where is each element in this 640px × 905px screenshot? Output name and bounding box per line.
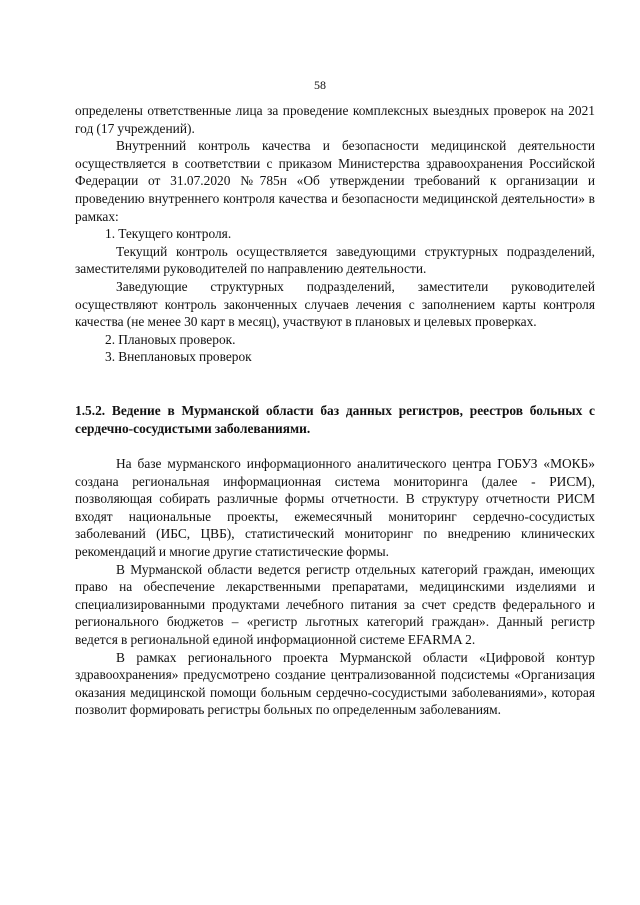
list-item: 1. Текущего контроля. [105,226,232,242]
paragraph: Заведующие структурных подразделений, заместители руководителей осуществляют контроль законченных случаев лечения с заполнением карты контроля качества (не менее 30 карт в месяц), участвуют в плановых и целевых проверках. [75,278,595,330]
section-heading: 1.5.2. Ведение в Мурманской области баз данных регистров, реестров больных с сердечно-сосудистыми заболеваниями. [75,403,595,436]
paragraph: Внутренний контроль качества и безопасности медицинской деятельности осуществляется в соответствии с приказом Министерства здравоохранения Российской Федерации от 31.07.2020 №785н «Об утверждении требований к организации и проведению внутреннего контроля качества и безопасности медицинской деятельности» в рамках: [75,138,595,224]
paragraph: В рамках регионального проекта Мурманской области «Цифровой контур здравоохранения» предусмотрено создание централизованной подсистемы «Организация оказания медицинской помощи больным сердечно-сосудистыми заболеваниями», которая позволит формировать регистры больных по определенным заболеваниям. [75,649,595,718]
text-block-bottom [75,455,595,719]
paragraph: определены ответственные лица за проведение комплексных выездных проверок на 2021 год (17 учреждений). [75,103,595,136]
list-item: 2. Плановых проверок. [105,331,236,347]
list-item: 3. Внеплановых проверок [105,349,252,365]
text-block-top [75,102,595,366]
paragraph: В Мурманской области ведется регистр отдельных категорий граждан, имеющих право на обеспечение лекарственными препаратами, медицинскими изделиями и специализированными продуктами лечебного питания за счет средств федерального и регионального бюджетов – «регистр льготных категорий граждан». Данный регистр ведется в региональной единой информационной системе EFARMA 2. [75,561,595,647]
page-number: 58 [314,78,326,92]
paragraph: На базе мурманского информационного аналитического центра ГОБУЗ «МОКБ» создана региональная информационная система мониторинга (далее - РИСМ), позволяющая собирать различные формы отчетности. В структуру отчетности РИСМ входят национальные проекты, ежемесячный мониторинг сердечно-сосудистых заболеваний (ИБС, ЦВБ), статистический мониторинг по внедрению клинических рекомендаций и многие другие статистические формы. [75,456,595,559]
paragraph: Текущий контроль осуществляется заведующими структурных подразделений, заместителями руководителей по направлению деятельности. [75,243,595,277]
